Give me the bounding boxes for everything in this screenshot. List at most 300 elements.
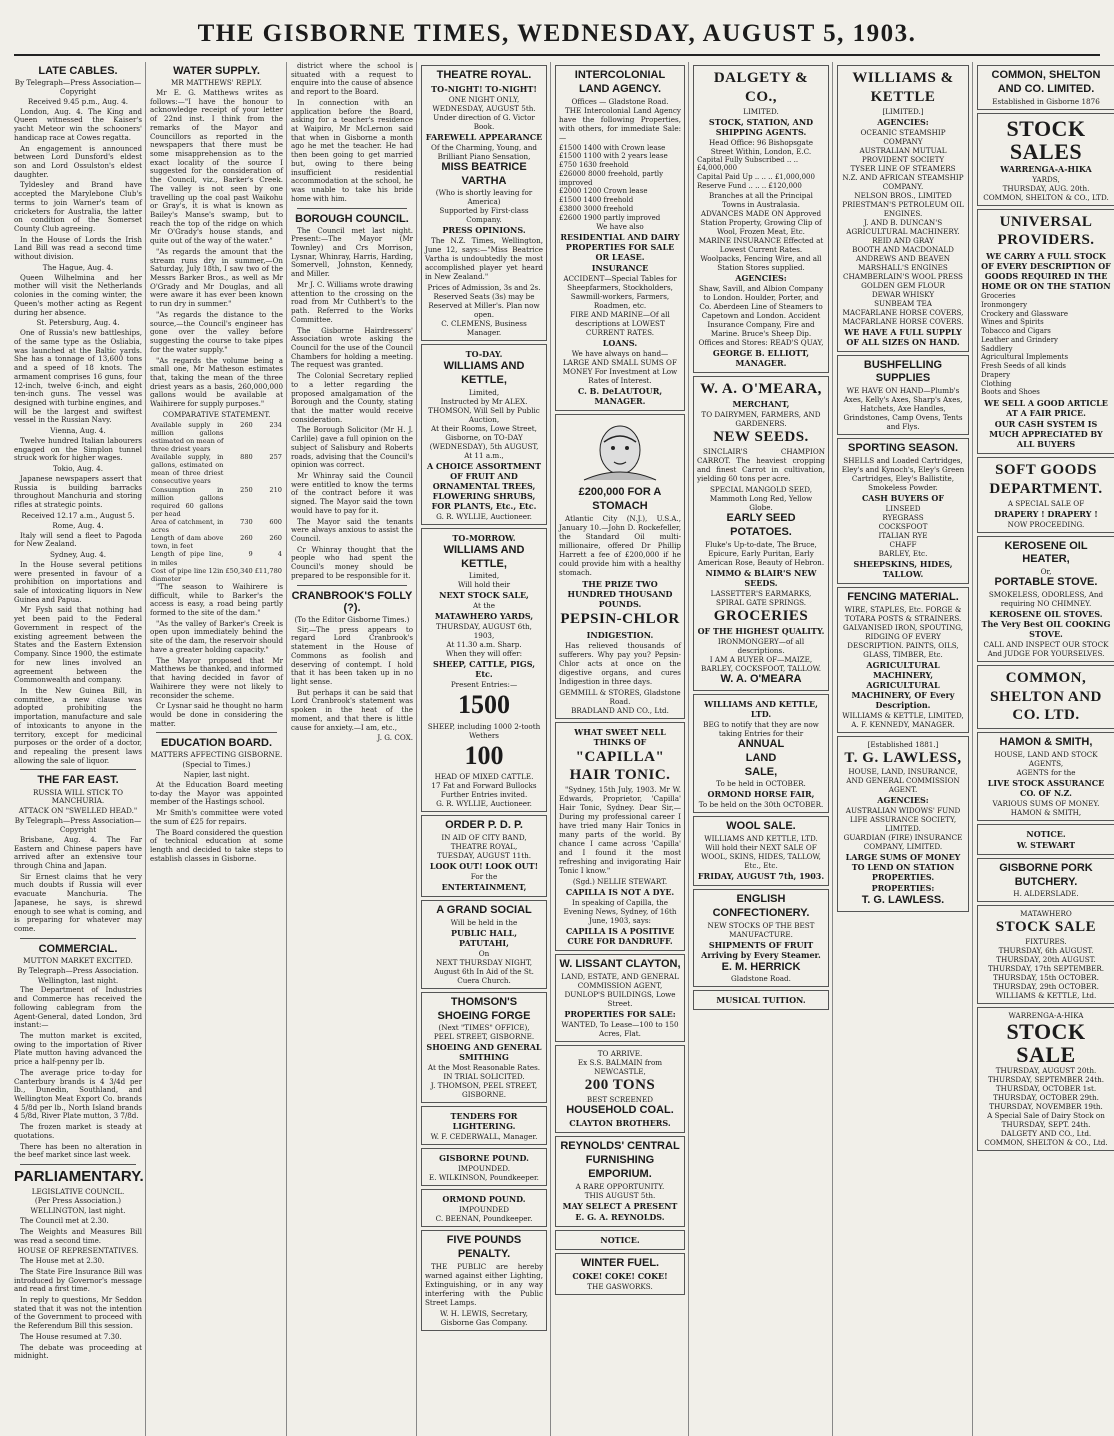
ad-line: THURSDAY, AUG. 20th. [1002,183,1090,193]
divider [297,585,407,586]
ad-line: At the Most Reasonable Rates. [427,1063,541,1073]
ad-body: Has relieved thousands of sufferers. Why pay you? Pepsin-Chlor acts at once on the digestive organs, and cures Indigestion in three days. [559,640,681,686]
agency-item: ANDREWS AND BEAVEN [855,253,951,263]
table-value-cell: 730 [240,518,253,526]
borough-council-heading: BOROUGH COUNCIL. [295,212,409,225]
ad-line: Head Office: 96 Bishopsgate Street Within, London, E.C. [709,137,813,156]
news-paragraph: The Council met last night. Present:—The Mayor (Mr Townley) and Crs Morrison, Lysnar, Whinray, Harris, Harding, Somervell, Johnston, Kennedy, and Miller. [291,225,413,279]
ad-body: SINCLAIR'S CHAMPION CARROT. The heaviest cropping and finest Carrot in cultivation, yielding 60 tons per acre. [697,447,825,483]
ad-line: Under direction of G. Victor Book. [433,112,535,131]
ad-signature: WILLIAMS & KETTLE, Ltd. [995,991,1097,1001]
ad-line: WARRENGA-A-HIKA [1008,1011,1084,1021]
ad-line: FIXTURES. [1025,937,1067,947]
news-paragraph: Cr Lysnar said he thought no harm would be done in considering the matter. [150,701,283,728]
news-paragraph: Mr J. C. Williams wrote drawing attention to the crossing on the road from Mr Cuthbert's to the path. Referred to the Works Committee. [291,279,413,324]
ad-line: YARDS, [1032,174,1060,184]
news-paragraph: Mr Whinray said the Council were entitled to know the terms of the contract before it was signed. The Mayor said the town would have to pay for it. [291,471,413,515]
agency-item: NELSON BROS., LIMITED [854,190,952,200]
property-row: £3800 3000 freehold [559,204,634,213]
ad-body: THE PUBLIC are hereby warned against either Lighting, Extinguishing, or in any way interfering with the Public Street Lamps. [425,1261,543,1307]
ad-line: PUBLIC HALL, PATUTAHI, [450,927,518,948]
ad-signature: HAMON & SMITH, [1010,807,1082,817]
fixture-list [981,946,1111,991]
divider [297,208,407,209]
fixture-date: THURSDAY, NOVEMBER 19th. [989,1102,1103,1112]
universal-providers-ad [977,209,1114,455]
table-label-cell: Consumption in million gallons required 60 gallons per head [151,485,224,518]
gisborne-pound-ad [421,1148,547,1186]
ad-line: SHIPMENTS OF FRUIT Arriving by Every Steamer. [701,939,821,960]
table-value-cell: 4 [277,550,282,559]
ad-signature: G. R. WYLLIE, Auctioneer. [436,799,532,809]
column-7 [837,62,973,1436]
ad-title: UNIVERSAL PROVIDERS. [997,213,1095,249]
bushfelling-ad [837,355,969,436]
news-paragraph: In the House of Lords the Irish Land Bill was read a second time without division. [14,234,142,262]
ad-line: NOW PROCEEDING. [1007,519,1085,529]
ad-title: SOFT GOODS DEPARTMENT. [989,462,1103,497]
lightering-tenders-ad [421,1106,547,1145]
property-row: £750 1630 freehold [559,161,629,169]
ad-line: KEROSENE OIL STOVES. The Very Best OIL COOKING STOVE. [981,608,1111,639]
ad-line: WEDNESDAY, AUGUST 5th. [432,103,536,113]
performer-name: MISS BEATRICE VARTHA [441,160,527,187]
table-row [150,534,283,550]
property-list [559,144,681,223]
ad-line: ADVANCES MADE ON Approved Station Property, Growing Clip of Wool, Frozen Meat, Etc. [700,208,822,236]
news-paragraph: The Gisborne Hairdressers' Association wrote asking the Council for the use of the Council Chambers for holding a meeting. The request was granted. [291,325,413,370]
ad-signature: H. ALDERSLADE. [1013,889,1079,899]
produce-item: ITALIAN RYE [878,530,928,540]
ad-line: MERCHANT, [732,399,790,410]
ad-line: IRONMONGERY—of all descriptions. [717,637,805,656]
news-paragraph: "The season to Waihirere is difficult, while to Barker's the access is easy, a road being partly formed to the site of the dam." [150,581,283,618]
letter-signature: J. G. COX. [377,733,413,743]
ad-title: GISBORNE POUND. [439,1153,529,1164]
produce-item: LINSEED [885,503,921,513]
ad-title: W. A. O'MEARA, [700,380,822,397]
fixture-date: THURSDAY, OCTOBER 1st. [995,1084,1097,1094]
ad-line: Reserved Seats (3s) may be Reserved at Miller's. Plan now open. [428,292,540,320]
ad-line: BEG to notify that they are now taking Entries for their [703,720,819,738]
ad-title: STOCK SALES [1006,115,1086,164]
fixture-list [981,1066,1111,1111]
ad-title: MUSICAL TUITION. [716,995,806,1006]
ad-title: WOOL SALE. [726,820,796,833]
ad-line: INSURANCE [591,263,649,274]
ad-title: W. LISSANT CLAYTON, [559,958,681,970]
ad-line: A RARE OPPORTUNITY. [575,1181,665,1191]
ad-title: SPORTING SEASON. [847,442,959,454]
ad-line: LAND [745,751,777,764]
news-paragraph: Mr E. G. Matthews writes as follows:—"I have the honour to acknowledge receipt of your letter of 22nd inst. I think from the remarks of the Mayor and Councillors as reported in the newspapers that there must be some misapprehension as to the exact locality of the source I suggested for the consideration of the Council, viz., Barker's Creek. The valley is not seen by one travelling up the coal past Waikohu or Gray's, it is what is known as Bailey's Manse's swamp, but to reach the top of the ridge on which Mr O'Grady's house stands, and quite out of the way of the water." [150,87,283,246]
table-row [150,550,283,566]
news-paragraph: Mr Fysh said that nothing had yet been paid to the Federal Government in respect of the existing agreement between the States and the Eastern Extension Company. Since 1900, the estimate for new lines involved an agreement between the Commonwealth and company. [14,605,142,685]
ad-line: Will hold their [457,580,511,590]
ad-line: Established in Gisborne 1876 [992,96,1100,106]
news-paragraph: The Colonial Secretary replied to a letter regarding the proposed amalgamation of the Borough and the County, stating that the matter would receive consideration. [291,371,413,424]
ad-title: GROCERIES [713,607,809,624]
news-paragraph: The House resumed at 7.30. [20,1331,122,1341]
goods-item: Boots and Shoes [981,388,1040,397]
ad-line: Capital Paid Up .. .. .. £1,000,000 [697,173,815,181]
ormond-pound-ad [421,1189,547,1227]
soft-goods-ad [977,457,1114,533]
ad-line: Will hold their NEXT SALE OF WOOL, SKINS, HIDES, TALLOW, Etc., Etc. [701,843,821,870]
byline: By Telegraph—Press Association—Copyright [14,816,142,834]
shoeing-forge-ad [421,992,547,1104]
subheading: (To the Editor Gisborne Times.) [294,614,410,624]
subheading: HOUSE OF REPRESENTATIVES. [17,1246,139,1256]
agency-item: REID AND GRAY [872,235,934,245]
ad-line: THEATRE ROYAL, [450,842,518,851]
byline: By Telegraph—Press Association—Copyright [14,78,142,96]
news-paragraph: The debate was proceeding at midnight. [14,1342,142,1361]
ad-body: The N.Z. Times, Wellington, June 12, says:—"Miss Beatrice Vartha is undoubtedly the most accomplished player yet heard in New Zealand." [425,236,543,282]
cattle-count: 100 [464,740,504,770]
news-paragraph: Sir Ernest claims that he very much doubts if Russia will ever evacuate Manchuria. The Japanese, he says, is shrewd enough to see what is coming, and is preparing for whatever may come. [14,871,142,933]
ad-line: PRESS OPINIONS. [442,225,526,236]
ad-line: CAPILLA IS A POSITIVE CURE FOR DANDRUFF. [565,926,675,946]
ad-line: HOUSE, LAND, INSURANCE, AND GENERAL COMMISSION AGENT. [846,767,960,795]
ad-line: Fluke's Up-to-date, The Bruce, Epicure, Early Puritan, Early American Rose, Beauty of Hebron. [697,539,825,567]
news-paragraph: "As regards the amount that the stream runs dry in summer,—On Saturday, July 18th, I saw two of the Messrs Barker Bros., as well as Mr O'Grady and Mr Douglas, and all were aware it has ever been known to run dry in summer." [150,246,283,309]
ad-signature: DALGETY AND CO., Ltd. COMMON, SHELTON & CO., Ltd. [984,1129,1108,1148]
ad-body: THE Intercolonial Land Agency have the following Properties, with others, for immediate Sale:— [559,105,681,142]
ad-line: AGENCIES: [877,795,929,806]
ad-line: To be held on the 30th OCTOBER. [698,800,824,810]
ad-title: ORMOND POUND. [442,1194,526,1205]
ad-title: INTERCOLONIAL LAND AGENCY. [574,69,666,95]
williams-kettle-auction-ad [421,344,547,525]
ad-line: AGENCIES: [877,116,929,127]
ad-title: NEW SEEDS. [713,429,809,446]
news-paragraph: An engagement is announced between Lord Dunsford's eldest son and Lord Ossulston's eldest daughter. [14,143,142,179]
ad-line: CAPILLA IS NOT A DYE. [565,887,675,897]
ad-line: MARINE INSURANCE Effected at Lowest Current Rates. [698,235,824,254]
annual-land-sale-ad [693,694,829,813]
ad-title: WILLIAMS AND KETTLE, LTD. [704,699,818,719]
received-note: Received 9.45 p.m., Aug. 4. [27,96,129,106]
ad-line: AGENCIES: [735,272,787,283]
ad-signature: WILLIAMS & KETTLE, LIMITED, A. F. KENNEDY, MANAGER. [842,710,964,729]
capilla-hair-tonic-ad [555,722,685,952]
news-paragraph: In reply to questions, Mr Seddon stated that it was not the intention of the Government to proceed with the Referendum Bill this session. [14,1295,142,1331]
ad-line: VARIOUS SUMS OF MONEY. [992,798,1100,808]
ad-title: WILLIAMS & KETTLE [852,70,954,105]
ad-line: LOOK OUT! LOOK OUT! [429,861,539,871]
ad-line: Capital Fully Subscribed .. .. £4,000,000 [697,155,799,173]
ad-line: Offices — Gladstone Road. [571,96,669,106]
ad-line: At the [472,601,495,611]
column-2 [150,62,287,1436]
kerosene-heater-ad [977,536,1114,662]
ad-line: BRADLAND AND CO., Ltd. [571,705,669,715]
intercolonial-land-agency-ad [555,65,685,411]
ad-line: ENTERTAINMENT, [441,882,527,892]
dateline: Napier, last night. [183,770,250,780]
ad-signature: C. CLEMENS, Business Manager. [441,319,527,338]
commercial-heading: COMMERCIAL. [38,942,118,955]
ad-line: WARRENGA-A-HIKA [1000,163,1092,174]
ad-title: COMMON, SHELTON AND CO. LIMITED. [991,69,1101,95]
news-paragraph: The mutton market is excited, owing to the importation of River Plate mutton having advanced the price a half-penny per lb. [14,1030,142,1067]
table-value-cell: 210 [269,485,282,494]
agency-item: SUNBEAM TEA [874,298,932,308]
stewart-notice-ad [977,824,1114,855]
ad-line: At their Rooms, Lowe Street, Gisborne, on TO-DAY (WEDNESDAY), 5th AUGUST, At 11 a.m., [429,423,539,460]
pork-butchery-ad [977,858,1114,903]
winter-fuel-ad [555,1253,685,1296]
ad-title: EARLY SEED POTATOES. [726,512,796,538]
goods-item: Fresh Seeds of all kinds [981,362,1067,371]
hamon-smith-ad [977,732,1114,821]
news-paragraph: Mr Smith's committee were voted the sum of £25 for repairs. [150,808,283,826]
ad-line: To be held in OCTOBER. [716,779,806,789]
ad-line: Supported by First-class Company. [439,206,529,225]
ad-title: £200,000 FOR A STOMACH [578,486,662,512]
property-row: £2000 1200 Crown lease [559,187,648,196]
warrenga-fixtures-ad [977,1007,1114,1151]
williams-kettle-agencies-ad [837,65,969,352]
ad-signature: (Sgd.) NELLIE STEWART. [572,877,668,886]
ad-line: Limited, [468,571,500,581]
news-paragraph: The frozen market is steady at quotations. [14,1122,142,1140]
table-label-cell: Available supply, in gallons, estimated on mean of three driest consecutive years [151,453,224,486]
ad-line: Woolpacks, Fencing Wire, and all Station Stores supplied. [700,253,822,272]
ad-line: CASH BUYERS OF [861,492,945,503]
goods-list [981,292,1111,397]
agency-item: BOOTH AND MACDONALD [852,244,954,254]
property-row: £2600 1900 partly improved [559,213,661,222]
stock-sales-ad [977,113,1114,206]
column-8 [977,62,1114,1436]
ad-title: NOTICE. [600,1234,640,1245]
ad-line: Offices and Stores: READ'S QUAY, [698,337,824,347]
sporting-season-ad [837,438,969,584]
column-4 [421,62,551,1436]
ad-line: TO-DAY. [465,349,503,360]
sheep-count: 1500 [458,690,510,720]
ad-line: COKE! COKE! COKE! [572,1271,668,1282]
table-row [150,453,283,485]
news-paragraph: "As the valley of Barker's Creek is open upon immediately behind the site of the dam, the reservoir should have a greater holding capacity." [150,618,283,654]
lawless-ad [837,736,969,913]
ad-line: Instructed by Mr ALEX. THOMSON, Will Sell by Public Auction, [428,396,540,424]
table-value-cell: £50,340 [225,566,253,575]
ad-line: When they will offer: [445,649,523,659]
ad-signature: J. THOMSON, PEEL STREET, GISBORNE. [430,1081,538,1100]
comparative-statement-heading: COMPARATIVE STATEMENT. [162,409,271,419]
ad-title: PEPSIN-CHLOR [560,610,680,627]
ad-line: SALE, [744,765,778,778]
ad-title: 200 TONS [584,1076,656,1093]
ad-line: WILLIAMS AND KETTLE, LTD. [704,834,818,843]
agency-item: PRIESTMAN'S PETROLEUM OIL ENGINES. [842,199,964,218]
ad-title: T. G. LAWLESS, [844,749,962,766]
ad-title: DALGETY & CO., [713,70,809,105]
goods-item: Leather and Grindery [981,335,1058,344]
agency-item: GOLDEN GEM FLOUR [861,280,945,290]
ad-line: WE HAVE A FULL SUPPLY OF ALL SIZES ON HAND. [844,326,962,347]
fixture-date: THURSDAY, 20th AUGUST. [996,955,1096,965]
ad-line: Of the Charming, Young, and Brilliant Piano Sensation, [430,142,538,161]
ad-line: On [478,948,490,958]
ad-signature: E. M. HERRICK [721,960,801,973]
ad-line: NEW STOCKS OF THE BEST MANUFACTURE. [707,920,815,939]
ad-line: NEXT STOCK SALE, [439,590,529,601]
produce-item: BARLEY, Etc. [878,548,928,558]
goods-item: Crockery and Glassware [981,309,1068,318]
ad-signature: W. STEWART [1016,839,1076,850]
ad-line: STOCK, STATION, AND SHIPPING AGENTS. [708,116,814,137]
ad-line: NEXT THURSDAY NIGHT, August 6th In Aid of the St. Cuera Church. [434,957,534,985]
subheading: MR MATTHEWS' REPLY. [171,78,262,88]
ad-line: TUESDAY, AUGUST 11th. [436,851,532,860]
ad-line: PROPERTIES: [871,883,935,894]
ad-line: IMPOUNDED [458,1205,510,1215]
ad-title: "CAPILLA" HAIR TONIC. [569,748,671,784]
agency-item: TYSER LINE OF STEAMERS [850,163,956,173]
ad-line: TO ARRIVE. [597,1048,643,1058]
ad-line: HEAD OF MIXED CATTLE. [434,772,534,782]
news-paragraph: district where the school is situated with a request to enquire into the cause of absence and report to the Board. [291,62,413,97]
musical-tuition-ad [693,990,829,1010]
ad-signature: C. BEENAN, Poundkeeper. [435,1214,533,1224]
ad-line: At 11.30 a.m. Sharp. [446,640,522,650]
ad-line: FRIDAY, AUGUST 7th, 1903. [697,871,825,881]
fixture-date: THURSDAY, AUGUST 20th. [995,1066,1097,1076]
subheading: (Per Press Association.) [34,1196,122,1206]
ad-line: Present Entries:— [450,680,518,690]
goods-item: Agricultural Implements [981,353,1069,362]
ad-title: HAMON & SMITH, [999,736,1093,749]
fixture-date: THURSDAY, 6th AUGUST. [998,946,1094,956]
agency-item: MARSHALL'S ENGINES [858,262,948,272]
ad-line: MACFARLANE HORSE COVERS, MACFARLANE HORSE COVERS. [842,307,964,326]
ad-line: CALL AND INSPECT OUR STOCK And JUDGE FOR YOURSELVES. [983,639,1109,658]
buyers-list [841,504,965,558]
news-paragraph: The Department of Industries and Commerce has received the following cablegram from the Agent-General, dated London, 3rd instant:— [14,985,142,1030]
ad-line: Shaw, Savill, and Albion Company to London. Houlder, Porter, and Co. Aberdeen Line of Steamers to Capetown and London. Accident Insurance Company, Fire and Marine. Bruce's Sheep Dip. [698,283,824,338]
fixture-date: THURSDAY, 17th SEPTEMBER. [987,964,1105,974]
ad-title: BUSHFELLING SUPPLIES [863,358,943,385]
ad-line: NIMMO & BLAIR'S NEW SEEDS. [705,567,817,588]
property-row: £1500 1100 with 2 years lease [559,152,668,161]
table-row [150,486,283,518]
ad-line: Prices of Admission, 3s and 2s. [427,283,541,293]
ad-line: THIS AUGUST 5th. [584,1190,656,1200]
table-row [150,518,283,534]
table-value-cell: 9 [248,550,253,559]
ad-line: (Who is shortly leaving for America) [435,188,533,207]
ad-title: WILLIAMS AND KETTLE, [443,543,525,570]
news-paragraph: "As regards the distance to the source,—the Council's engineer has gone over the valley before suggesting the course to take pipes for the water supply." [150,309,283,354]
ad-line: GUARDIAN (FIRE) INSURANCE COMPANY, LIMITED. [843,833,963,852]
ad-signature: W. A. O'MEARA [720,673,802,686]
ad-line: LASSETTER'S EARMARKS, SPIRAL GATE SPRINGS. [710,588,812,607]
dateline: Wellington, last night. [37,975,119,985]
ad-title: PORTABLE STOVE. [994,576,1098,589]
late-cables-heading: LATE CABLES. [38,65,118,77]
news-paragraph: The Weights and Measures Bill was read a second time. [14,1226,142,1245]
household-coal-ad [555,1045,685,1134]
ad-signature: E. WILKINSON, Poundkeeper. [429,1173,539,1183]
news-paragraph: The Board considered the question of technical education at some length and decided to take steps to establish classes in Gisborne. [150,827,283,863]
ad-line: DUNLOP'S BUILDINGS, Lowe Street. [564,989,676,1008]
news-paragraph: Cr Whinray thought that the people who had spent the Council's money should be prepared to be responsible for it. [291,544,413,580]
ad-line: MAY SELECT A PRESENT [562,1200,678,1211]
column-3 [291,62,417,1436]
ad-line: Ex S.S. BALMAIN from NEWCASTLE, [577,1057,663,1076]
ad-line: OUR CASH SYSTEM IS MUCH APPRECIATED BY ALL BUYERS [989,419,1103,450]
news-paragraph: The House met at 2.30. [20,1256,105,1266]
ad-line: WHAT SWEET NELL THINKS OF [574,726,666,747]
ad-line: Or, [1040,567,1052,577]
matawhero-fixtures-ad [977,905,1114,1004]
ad-line: LAND, ESTATE, AND GENERAL COMMISSION AGENT, [561,971,679,990]
goods-item: Ironmongery [981,300,1028,309]
news-paragraph: Tyldesley and Brand have accepted the Marylebone Club's terms to join Warner's team of cricketers for Australia, the latter on condition of the Somerset County Club agreeing. [14,180,142,234]
produce-item: COCKSFOOT [878,521,928,531]
news-paragraph: Queen Wilhelmina and her mother will visit the Netherlands colonies in the coming winter, the Queen's mother acting as Regent during her absence. [14,272,142,317]
ad-line: HOUSEHOLD COAL. [566,1103,674,1116]
ad-signature: G. R. WYLLIE, Auctioneer. [436,511,532,521]
ad-line: SMOKELESS, ODORLESS, And requiring NO CHIMNEY. [988,589,1104,608]
ad-line: LOANS. [602,338,638,349]
ad-signature: CLAYTON BROTHERS. [569,1118,671,1129]
table-value-cell: 880 [240,453,253,462]
news-paragraph: But perhaps it can be said that Lord Cranbrook's statement was spoken in the heat of the moment, and that there is little cause for anxiety.—I am, etc., [291,687,413,732]
rockefeller-illustration [574,420,666,484]
ad-line: IN AID OF CITY BAND, [441,833,527,842]
news-paragraph: The Council met at 2.30. [20,1216,109,1226]
news-paragraph: Japanese newspapers assert that Russia is building barracks throughout Manchuria and storing rifles at strategic points. [14,473,142,510]
ad-line: AGRICULTURAL MACHINERY, AGRICULTURAL MACHINERY, OF Every Description. [851,659,955,710]
ad-line: AGENTS for the [1016,767,1076,777]
ad-line: We have also [596,222,644,232]
goods-item: Clothing [981,379,1012,388]
property-row: £1500 1400 with Crown lease [559,143,666,152]
ad-line: LARGE SUMS OF MONEY TO LEND ON STATION PROPERTIES. [845,852,961,883]
ad-line: ANNUAL [737,738,785,750]
ad-title: FENCING MATERIAL. [847,590,959,603]
ad-line: ORMOND HORSE FAIR, [707,789,815,800]
ad-signature: W. H. LEWIS, Secretary, Gisborne Gas Company. [440,1308,528,1327]
news-paragraph: In the New Guinea Bill, in committee, a new clause was adopted prohibiting the importation, manufacture and sale of intoxicants to anyone in the territory, except for medicinal purposes or the order of a doctor, and repealing the present laws allowing the sale of liquor. [14,685,142,765]
dateline: Tokio, Aug. 4. [53,464,103,474]
ad-line: PEEL STREET, GISBORNE. [433,1032,535,1042]
subheading: MUTTON MARKET EXCITED. [23,955,133,965]
masthead: THE GISBORNE TIMES, WEDNESDAY, AUGUST 5, 1903. [14,0,1100,56]
grand-social-ad [421,900,547,989]
agencies-list [841,128,965,308]
goods-item: Drapery [981,370,1011,379]
ad-signature: E. G. A. REYNOLDS. [575,1211,665,1222]
subheading: (Special to Times.) [182,760,251,770]
ad-line: ACCIDENT—Special Tables for Sheepfarmers, Stockholders, Sawmill-workers, Farmers, Roadmen, etc. [563,274,677,311]
ad-signature: COMMON, SHELTON & CO., LTD. [983,192,1109,202]
ad-title: KEROSENE OIL HEATER, [1004,539,1088,566]
subheading: MATTERS AFFECTING GISBORNE. [150,750,283,760]
ad-line: IMPOUNDED. [457,1164,511,1174]
ad-line: ONE NIGHT ONLY, [448,94,520,104]
common-shelton-header-ad [977,65,1114,110]
ad-line: BEST SCREENED [586,1094,654,1104]
ad-signature: GEMMILL & STORES, Gladstone Road. [559,687,681,706]
table-value-cell: 600 [269,518,282,526]
ad-line: WE HAVE ON HAND—Plumb's Axes, Kelly's Axes, Sharp's Axes, Hatchets, Axe Handles, Grindstones, Camp Ovens, Tents and Flys. [843,386,963,431]
